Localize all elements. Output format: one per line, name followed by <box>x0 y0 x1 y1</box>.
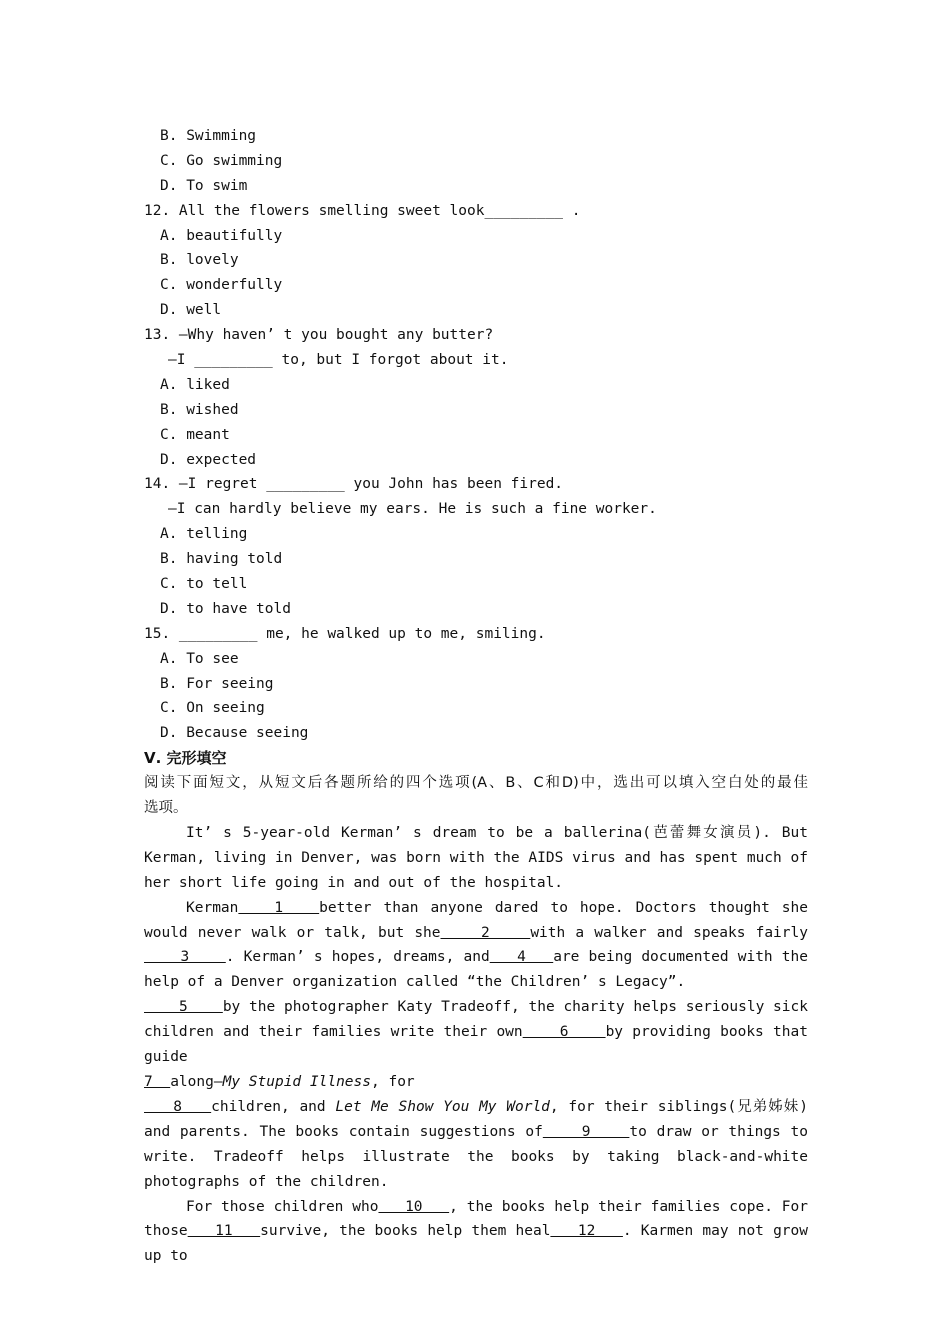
blank-5: 5 <box>144 999 223 1016</box>
q15-option-d: D. Because seeing <box>160 725 309 742</box>
passage-text: , the books help their families cope. For those <box>144 1198 808 1240</box>
q12-option-b: B. lovely <box>160 252 239 269</box>
blank-11: 11 <box>187 1223 261 1240</box>
passage-paragraph-5 <box>144 1195 808 1270</box>
passage-text: , for their siblings(兄弟姊妹) and parents. The books contain suggestions of <box>144 1098 809 1140</box>
q13-reply: —I _________ to, but I forgot about it. <box>168 352 509 369</box>
q15-option-a: A. To see <box>160 650 239 667</box>
q12-option-c: C. wonderfully <box>160 277 283 294</box>
passage-text: along— <box>170 1074 223 1090</box>
q13-option-c: C. meant <box>160 426 230 443</box>
passage-text: with a walker and speaks fairly <box>530 924 808 941</box>
passage-text: by providing books that guide <box>144 1024 808 1066</box>
passage-text: are being documented with the help of a Denver organization called “the Children’ s Legacy”. <box>144 949 808 991</box>
blank-10: 10 <box>378 1198 450 1215</box>
passage-text: For those children who <box>186 1198 379 1215</box>
book-title: My Stupid Illness <box>222 1074 371 1090</box>
q15-option-c: C. On seeing <box>160 700 265 717</box>
blank-1: 1 <box>238 899 320 916</box>
q13-stem: 13. —Why haven’ t you bought any butter? <box>144 327 494 344</box>
passage-paragraph-1 <box>144 821 808 896</box>
passage-text: to draw or things to write. Tradeoff helps illustrate the books by taking black-and-white photographs of the children. <box>144 1123 808 1190</box>
passage-paragraph-3 <box>144 995 808 1095</box>
q14-option-d: D. to have told <box>160 600 291 617</box>
q14-option-c: C. to tell <box>160 576 248 593</box>
passage-paragraph-2 <box>144 896 808 996</box>
q14-option-b: B. having told <box>160 551 283 568</box>
q13-option-a: A. liked <box>160 376 230 393</box>
blank-12: 12 <box>550 1223 623 1240</box>
q13-option-d: D. expected <box>160 451 257 468</box>
document-page <box>144 124 808 1269</box>
q15-option-b: B. For seeing <box>160 675 274 692</box>
section-instruction: 阅读下面短文，从短文后各题所给的四个选项(A、B、C和D)中，选出可以填入空白处的最佳 <box>144 775 808 792</box>
passage-paragraph-4 <box>144 1095 808 1195</box>
passage-text: by the photographer Katy Tradeoff, the charity helps seriously sick children and their families write their own <box>144 999 808 1041</box>
q13-option-b: B. wished <box>160 401 239 418</box>
blank-4: 4 <box>489 949 554 966</box>
book-title: Let Me Show You My World <box>335 1098 550 1115</box>
passage-text: . Kerman’ s hopes, dreams, and <box>225 949 490 966</box>
section-instruction-end: 选项。 <box>144 800 188 817</box>
q11-option-b: B. Swimming <box>160 128 257 144</box>
q12-option-d: D. well <box>160 302 222 319</box>
blank-7: 7 <box>144 1074 171 1090</box>
passage-text: children, and <box>211 1098 326 1115</box>
q14-stem: 14. —I regret _________ you John has been fired. <box>144 476 564 493</box>
passage-text: . Karmen may not grow up to <box>144 1223 808 1265</box>
q11-option-c: C. Go swimming <box>160 152 283 169</box>
passage-text: survive, the books help them heal <box>260 1223 551 1240</box>
blank-2: 2 <box>440 924 531 941</box>
passage-text: Kerman <box>186 899 239 916</box>
passage-text: better than anyone dared to hope. Doctors thought she would never walk or talk, but she <box>144 899 808 941</box>
q12-option-a: A. beautifully <box>160 227 283 244</box>
q12-stem: 12. All the flowers smelling sweet look_________ . <box>144 202 581 219</box>
section-heading: Ⅴ. 完形填空 <box>144 749 227 768</box>
blank-3: 3 <box>144 949 226 966</box>
passage-text: It’ s 5-year-old Kerman’ s dream to be a ballerina(芭蕾舞女演员). But Kerman, living in Denver, was born with the AIDS virus and has spent much of her short life going in and out of the hospital. <box>144 824 808 891</box>
blank-9: 9 <box>542 1123 630 1140</box>
q14-reply: —I can hardly believe my ears. He is such a fine worker. <box>168 501 657 518</box>
passage-text: , for <box>371 1074 415 1090</box>
blank-8: 8 <box>144 1098 212 1115</box>
q14-option-a: A. telling <box>160 526 248 543</box>
q11-option-d: D. To swim <box>160 177 248 194</box>
q15-stem: 15. _________ me, he walked up to me, smiling. <box>144 625 546 642</box>
blank-6: 6 <box>522 1024 606 1041</box>
